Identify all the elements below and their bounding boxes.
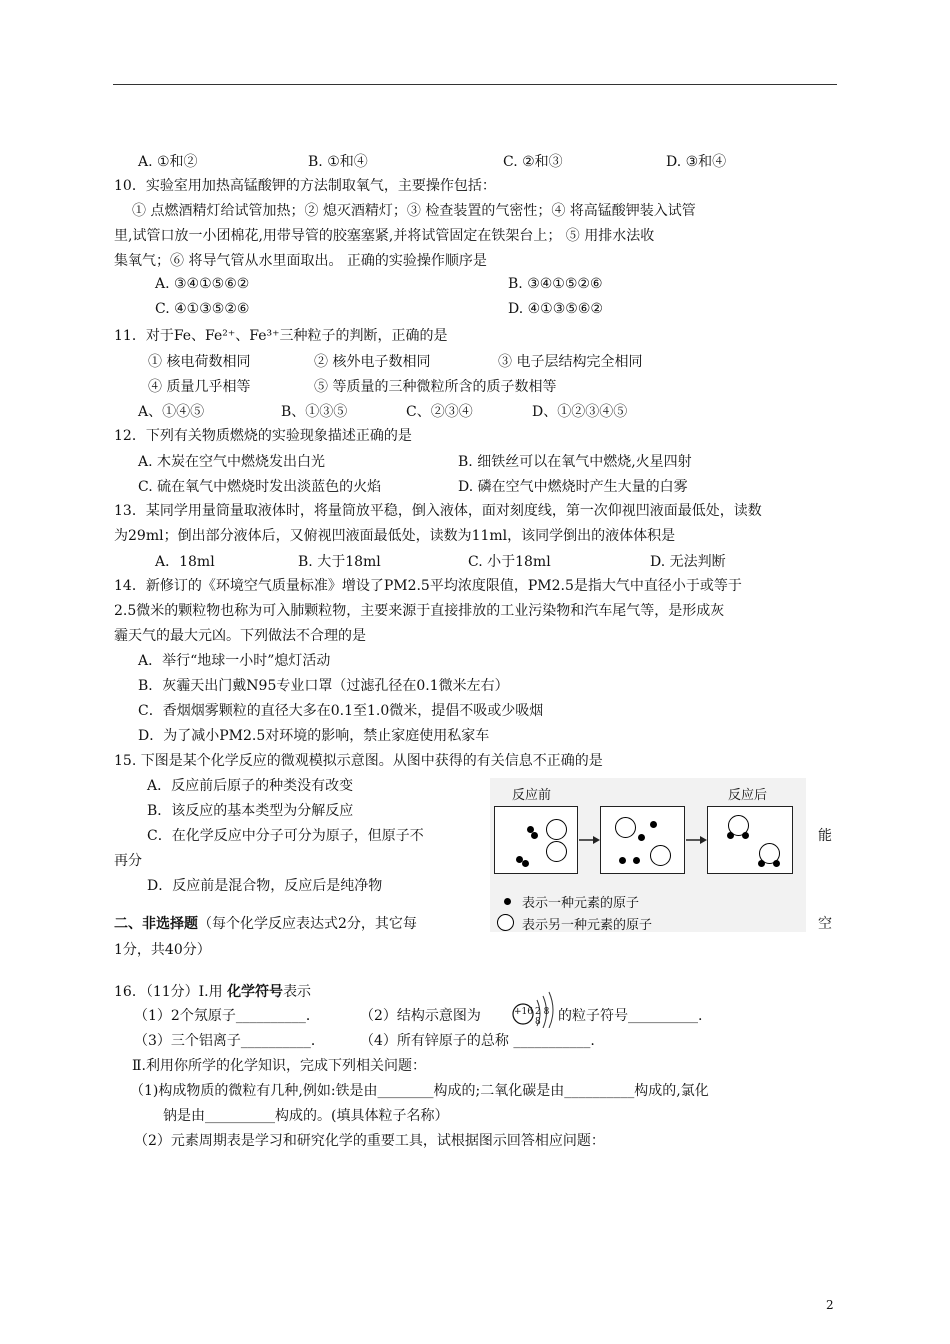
q16-part2-q1-line2: 钠是由__________构成的。(填具体粒子名称） — [163, 1108, 449, 1124]
q15-option-c: C．在化学反应中分子可分为原子，但原子不 — [147, 828, 424, 844]
reaction-diagram — [490, 778, 806, 932]
q16-item-3: （3）三个铝离子__________． — [134, 1033, 325, 1049]
q11-option-b: B、①③⑤ — [281, 404, 348, 420]
section2-note: （每个化学反应表达式2分，其它每 — [198, 916, 417, 932]
q9-option-c: C. ②和③ — [503, 154, 563, 170]
q11-option-a: A、①④⑤ — [138, 404, 205, 420]
q11-item-4: ④ 质量几乎相等 — [148, 379, 251, 395]
q13-option-b: B. 大于18ml — [298, 554, 381, 570]
q10-stem-4: 集氧气；⑥ 将导气管从水里面取出。 正确的实验操作顺序是 — [114, 253, 487, 269]
q13-option-c: C. 小于18ml — [468, 554, 551, 570]
legend-big-atom — [497, 914, 514, 931]
q11-stem: 11．对于Fe、Fe²⁺、Fe³⁺三种粒子的判断，正确的是 — [114, 328, 448, 344]
q10-option-c: C. ④①③⑤②⑥ — [155, 301, 250, 317]
q11-option-c: C、②③④ — [406, 404, 473, 420]
q14-option-c: C．香烟烟雾颗粒的直径大多在0.1至1.0微米，提倡不吸或少吸烟 — [138, 703, 544, 719]
q11-option-d: D、①②③④⑤ — [532, 404, 628, 420]
q15-option-b: B．该反应的基本类型为分解反应 — [147, 803, 354, 819]
q16-part2-heading: Ⅱ.利用你所学的化学知识，完成下列相关问题： — [132, 1058, 426, 1074]
q16-heading — [114, 982, 311, 1002]
section2-line2: 1分，共40分） — [114, 942, 211, 958]
q10-stem-1: 10．实验室用加热高锰酸钾的方法制取氧气，主要操作包括： — [114, 178, 496, 194]
q14-option-b: B．灰霾天出门戴N95专业口罩（过滤孔径在0.1微米左右） — [138, 678, 509, 694]
q13-option-d: D. 无法判断 — [650, 554, 726, 570]
after-label: 反应后 — [728, 788, 768, 803]
q13-option-a: A．18ml — [155, 554, 215, 570]
q16-item-4: （4）所有锌原子的总称 ___________. — [360, 1033, 595, 1049]
q14-stem-3: 霾天气的最大元凶。下列做法不合理的是 — [114, 628, 366, 644]
q16-part2-q2: （2）元素周期表是学习和研究化学的重要工具，试根据图示回答相应问题： — [134, 1133, 605, 1149]
q9-option-d: D. ③和④ — [666, 154, 727, 170]
sulfur-shell-counts: 2 8 8 — [535, 1007, 550, 1027]
q12-option-a: A. 木炭在空气中燃烧发出白光 — [138, 454, 326, 470]
q16-heading-prefix: 16．（11分）Ⅰ.用 — [114, 984, 228, 1000]
q16-item-2: （2）结构示意图为 — [360, 1008, 481, 1024]
q12-option-b: B. 细铁丝可以在氧气中燃烧,火星四射 — [458, 454, 692, 470]
q14-option-a: A．举行“地球一小时”熄灯活动 — [138, 653, 331, 669]
q10-stem-2: ① 点燃酒精灯给试管加热；② 熄灭酒精灯；③ 检查装置的气密性；④ 将高锰酸钾装入试管 — [132, 203, 696, 219]
q12-stem: 12．下列有关物质燃烧的实验现象描述正确的是 — [114, 428, 412, 444]
q10-option-d: D. ④①③⑤⑥② — [508, 301, 603, 317]
legend-big-text: 表示另一种元素的原子 — [522, 918, 653, 933]
header-rule — [113, 84, 837, 85]
q10-option-b: B. ③④①⑤②⑥ — [508, 276, 603, 292]
q11-item-3: ③ 电子层结构完全相同 — [498, 354, 643, 370]
sulfur-ion-structure-diagram — [511, 990, 557, 1028]
q13-stem-2: 为29ml；倒出部分液体后，又俯视凹液面最低处，读数为11ml，该同学倒出的液体体积是 — [114, 528, 676, 544]
q15-option-d: D．反应前是混合物，反应后是纯净物 — [147, 878, 383, 894]
q11-item-5: ⑤ 等质量的三种微粒所含的质子数相等 — [314, 379, 557, 395]
section2-title: 二、非选择题 — [114, 916, 198, 932]
q15-option-c-continued: 再分 — [114, 853, 142, 869]
q15-stem: 15. 下图是某个化学反应的微观模拟示意图。从图中获得的有关信息不正确的是 — [114, 753, 603, 769]
section2-heading — [114, 914, 417, 934]
q12-option-c: C. 硫在氧气中燃烧时发出淡蓝色的火焰 — [138, 479, 382, 495]
legend-small-atom — [504, 898, 511, 905]
q16-part2-q1-line1: （1)构成物质的微粒有几种,例如:铁是由________构成的;二氧化碳是由__________构成的,氯化 — [130, 1083, 709, 1099]
q15-option-a: A．反应前后原子的种类没有改变 — [147, 778, 354, 794]
q13-stem-1: 13．某同学用量筒量取液体时，将量筒放平稳，倒入液体，面对刻度线，第一次仰视凹液面最低处，读数 — [114, 503, 762, 519]
q16-heading-bold: 化学符号 — [227, 984, 284, 1000]
page-number: 2 — [826, 1298, 834, 1312]
q11-item-1: ① 核电荷数相同 — [148, 354, 251, 370]
q12-option-d: D. 磷在空气中燃烧时产生大量的白雾 — [458, 479, 688, 495]
q14-stem-1: 14．新修订的《环境空气质量标准》增设了PM2.5平均浓度限值，PM2.5是指大气中直径小于或等于 — [114, 578, 742, 594]
sulfur-nucleus-label: +16 — [514, 1007, 533, 1017]
q10-option-a: A. ③④①⑤⑥② — [155, 276, 250, 292]
q16-item-1: （1）2个氖原子__________． — [134, 1008, 320, 1024]
section2-tail: 空 — [818, 916, 832, 932]
q9-option-b: B. ①和④ — [308, 154, 368, 170]
q14-stem-2: 2.5微米的颗粒物也称为可入肺颗粒物，主要来源于直接排放的工业污染物和汽车尾气等，是形成灰 — [114, 603, 725, 619]
q16-heading-suffix: 表示 — [283, 984, 312, 1000]
q10-stem-3: 里,试管口放一小团棉花,用带导管的胶塞塞紧,并将试管固定在铁架台上； ⑤ 用排水法收 — [114, 228, 655, 244]
q15-option-c-tail: 能 — [818, 828, 832, 844]
q16-item-2-tail: 的粒子符号__________. — [558, 1008, 703, 1024]
q11-item-2: ② 核外电子数相同 — [314, 354, 431, 370]
legend-small-text: 表示一种元素的原子 — [522, 896, 640, 911]
q9-option-a: A. ①和② — [138, 154, 198, 170]
before-label: 反应前 — [512, 788, 552, 803]
q14-option-d: D．为了减小PM2.5对环境的影响，禁止家庭使用私家车 — [138, 728, 490, 744]
